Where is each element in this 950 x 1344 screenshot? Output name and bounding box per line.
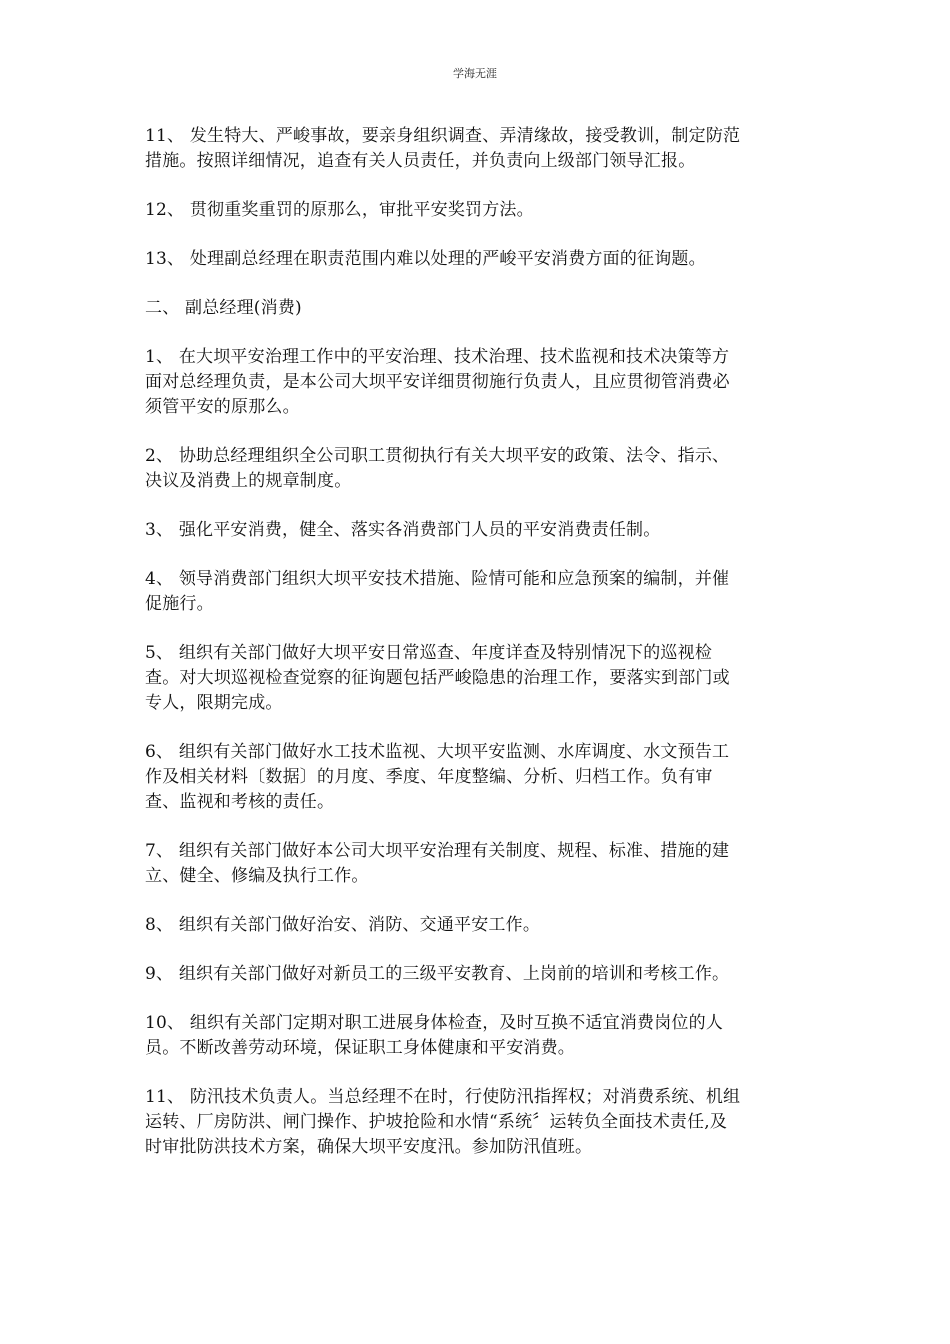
- paragraph-line: 查、监视和考核的责任。: [145, 792, 335, 812]
- paragraph-line: 13、 处理副总经理在职责范围内难以处理的严峻平安消费方面的征询题。: [145, 249, 706, 269]
- paragraph: [145, 1085, 807, 1160]
- paragraph: [145, 124, 807, 174]
- paragraph: [145, 567, 807, 617]
- paragraph-line: 须管平安的原那么。: [145, 397, 300, 417]
- paragraph-line: 11、 发生特大、严峻事故，要亲身组织调查、弄清缘故，接受教训，制定防范: [145, 126, 741, 146]
- paragraph-line: 作及相关材料〔数据〕的月度、季度、年度整编、分析、归档工作。负有审: [145, 767, 713, 787]
- paragraph-line: 7、 组织有关部门做好本公司大坝平安治理有关制度、规程、标准、措施的建: [145, 841, 730, 861]
- paragraph-line: 措施。按照详细情况，追查有关人员责任，并负责向上级部门领导汇报。: [145, 151, 696, 171]
- paragraph-line: 8、 组织有关部门做好治安、消防、交通平安工作。: [145, 915, 541, 935]
- paragraph: [145, 345, 807, 420]
- paragraph: [145, 1011, 807, 1061]
- paragraph-line: 时审批防洪技术方案，确保大坝平安度汛。参加防汛值班。: [145, 1137, 593, 1157]
- paragraph: [145, 962, 807, 987]
- paragraph-line: 促施行。: [145, 594, 214, 614]
- paragraph-line: 5、 组织有关部门做好大坝平安日常巡查、年度详查及特别情况下的巡视检: [145, 643, 713, 663]
- paragraph-line: 查。对大坝巡视检查觉察的征询题包括严峻隐患的治理工作，要落实到部门或: [145, 668, 730, 688]
- paragraph: [145, 518, 807, 543]
- paragraph-line: 立、健全、修编及执行工作。: [145, 866, 369, 886]
- paragraph-line: 决议及消费上的规章制度。: [145, 471, 352, 491]
- paragraph-line: 6、 组织有关部门做好水工技术监视、大坝平安监测、水库调度、水文预告工: [145, 742, 730, 762]
- paragraph: [145, 198, 807, 223]
- page-header: 学海无涯: [453, 67, 497, 80]
- paragraph-line: 面对总经理负责，是本公司大坝平安详细贯彻施行负责人，且应贯彻管消费必: [145, 372, 730, 392]
- paragraph-line: 运转、厂房防洪、闸门操作、护坡抢险和水情“系统〞运转负全面技术责任,及: [145, 1112, 728, 1132]
- paragraph-line: 2、 协助总经理组织全公司职工贯彻执行有关大坝平安的政策、法令、指示、: [145, 446, 730, 466]
- paragraph-line: 3、 强化平安消费，健全、落实各消费部门人员的平安消费责任制。: [145, 520, 661, 540]
- paragraph-line: 9、 组织有关部门做好对新员工的三级平安教育、上岗前的培训和考核工作。: [145, 964, 730, 984]
- paragraph: [145, 740, 807, 815]
- paragraph-line: 11、 防汛技术负责人。当总经理不在时，行使防汛指挥权；对消费系统、机组: [145, 1087, 741, 1107]
- paragraph-line: 1、 在大坝平安治理工作中的平安治理、技术治理、技术监视和技术决策等方: [145, 347, 730, 367]
- paragraph: [145, 641, 807, 716]
- paragraph: [145, 913, 807, 938]
- paragraph-line: 10、 组织有关部门定期对职工进展身体检查，及时互换不适宜消费岗位的人: [145, 1013, 724, 1033]
- document-body: [145, 124, 807, 1184]
- paragraph-line: 4、 领导消费部门组织大坝平安技术措施、险情可能和应急预案的编制，并催: [145, 569, 730, 589]
- paragraph-line: 员。不断改善劳动环境，保证职工身体健康和平安消费。: [145, 1038, 575, 1058]
- paragraph: [145, 296, 807, 321]
- paragraph-line: 二、 副总经理(消费): [145, 298, 302, 318]
- paragraph: [145, 247, 807, 272]
- paragraph-line: 专人，限期完成。: [145, 693, 283, 713]
- paragraph: [145, 444, 807, 494]
- paragraph-line: 12、 贯彻重奖重罚的原那么，审批平安奖罚方法。: [145, 200, 534, 220]
- paragraph: [145, 839, 807, 889]
